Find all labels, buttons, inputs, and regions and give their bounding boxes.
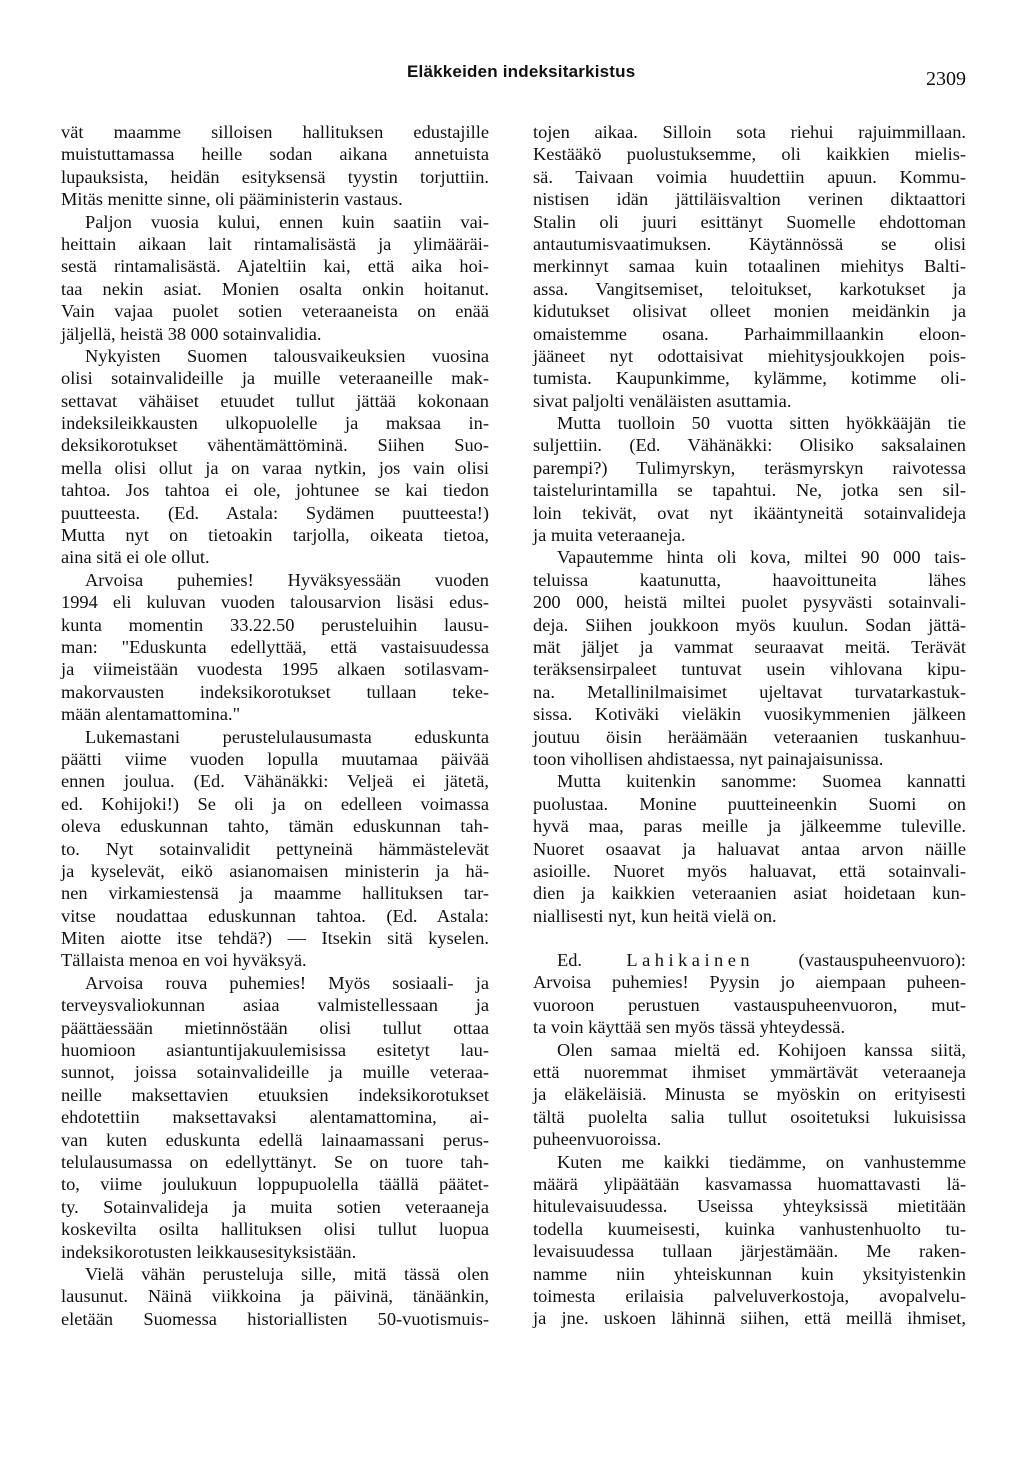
text-line: sestä rintamalisästä. Ajateltiin kai, että aika hoi- (61, 256, 489, 277)
text-line: Arvoisa rouva puhemies! Myös sosiaali- ja (85, 972, 489, 993)
text-line: indeksileikkausten ulkopuolelle ja maksaa in- (61, 413, 489, 434)
text-line: tahtoa. Jos tahtoa ei ole, johtunee se kai tiedon (61, 480, 489, 501)
text-line: vuoroon perustuen vastauspuheenvuoron, mut- (533, 994, 966, 1015)
text-line: mään alentamattomina." (61, 704, 241, 725)
text-line: telulausumassa on edellyttänyt. Se on tuore tah- (61, 1151, 489, 1172)
text-line: Vapautemme hinta oli kova, miltei 90 000 tais- (557, 547, 966, 568)
text-line: ja eläkeläisiä. Minusta se myöskin on erityisesti (533, 1084, 966, 1105)
speaker-line (533, 949, 966, 971)
text-line: neille maksettavien etuuksien indeksikorotukset (61, 1084, 489, 1105)
text-line: muistuttamassa heille sodan aikana annetuista (61, 144, 489, 165)
text-line: puolustaa. Monine puutteineenkin Suomi on (533, 793, 966, 814)
paragraph (61, 726, 489, 972)
text-line: levaisuudessa tullaan järjestämään. Me raken- (533, 1241, 966, 1262)
speaker-gap (533, 927, 966, 949)
text-line: toimesta erilaisia palveluverkostoja, avopalvelu- (533, 1285, 966, 1306)
text-line: taistelurintamilla se tapahtui. Ne, jotka sen sil- (533, 480, 966, 501)
text-line: indeksikorotusten leikkausesityksistään. (61, 1241, 357, 1262)
text-line: tojen aikaa. Silloin sota riehui rajuimmillaan. (533, 122, 966, 142)
text-line: koskevilta osilta hallituksen olisi tullut luopua (61, 1219, 489, 1240)
text-line: Paljon vuosia kului, ennen kuin saatiin vai- (85, 211, 489, 232)
paragraph (61, 345, 489, 569)
text-line: makorvausten indeksikorotukset tullaan teke- (61, 681, 489, 702)
text-line: sivat paljolti venäläisten asuttamia. (533, 390, 792, 411)
text-line: Lukemastani perustelulausumasta eduskunta (85, 726, 489, 747)
text-line: kidutukset olisivat olleet monien meidänkin ja (533, 301, 966, 322)
speaker-suffix: (vastauspuheenvuoro): (798, 950, 966, 971)
text-line: vitse noudattaa eduskunnan tahtoa. (Ed. Astala: (61, 905, 489, 926)
text-line: jääneet nyt odottaisivat miehitysjoukkojen pois- (533, 345, 966, 366)
text-line: mella olisi ollut ja on varaa nytkin, jos vain olisi (61, 457, 489, 478)
text-line: toon vihollisen ahdistaessa, nyt painajaisunissa. (533, 748, 884, 769)
text-line: na. Metallinilmaisimet ujeltavat turvatarkastuk- (533, 681, 966, 702)
text-line: terveysvaliokunnan asiaa valmistellessaan ja (61, 995, 489, 1016)
text-line: Nuoret osaavat ja haluavat antaa arvon näille (533, 838, 966, 859)
text-line: ja muita veteraaneja. (533, 525, 686, 546)
text-line: Arvoisa puhemies! Hyväksyessään vuoden (85, 569, 489, 590)
text-line: heittain aikaan lait rintamalisästä ja ylimääräi- (61, 233, 489, 254)
text-line: määrä ylipäätään kasvamassa huomattavasti lä- (533, 1173, 966, 1194)
text-line: man: "Eduskunta edellyttää, että vastaisuudessa (61, 636, 489, 657)
text-line: merkinnyt samaa kuin totaalinen miehitys Balti- (533, 256, 966, 277)
text-line: Olen samaa mieltä ed. Kohijoen kanssa siitä, (557, 1039, 966, 1060)
text-line: joutuu öisin heräämään veteraanien tuskanhuu- (533, 726, 966, 747)
text-line: Mitäs menitte sinne, oli pääministerin vastaus. (61, 189, 403, 210)
text-line: suljettiin. (Ed. Vähänäkki: Olisiko saksalainen (533, 435, 966, 456)
text-line: lausunut. Näinä viikkoina ja päivinä, tänäänkin, (61, 1286, 489, 1307)
text-line: Vielä vähän perusteluja sille, mitä tässä olen (85, 1263, 489, 1284)
text-line: 200 000, heistä miltei puolet pysyvästi sotainvali- (533, 592, 966, 613)
text-line: hitulevaisuudessa. Useissa yhteyksissä mietitään (533, 1196, 966, 1217)
paragraph (61, 569, 489, 726)
text-line: ty. Sotainvalideja ja muita sotien veteraaneja (61, 1196, 489, 1217)
text-line: puutteesta. (Ed. Astala: Sydämen puutteesta!) (61, 502, 489, 523)
text-line: asioille. Nuoret myös haluavat, että sotainvali- (533, 860, 966, 881)
text-line: Miten aiotte itse tehdä?) — Itsekin sitä kyselen. (61, 928, 489, 949)
paragraph (533, 770, 966, 927)
text-line: to, viime joulukuun loppupuolella täällä päätet- (61, 1174, 489, 1195)
text-line: vät maamme silloisen hallituksen edustajille (61, 122, 489, 142)
text-line: sunnot, joissa sotainvalideille ja muille veteraa- (61, 1062, 489, 1083)
text-line: nistisen idän jättiläisvaltion verinen diktaattori (533, 189, 966, 210)
text-line: päätti viime vuoden lopulla muutamaa päivää (61, 748, 489, 769)
text-line: parempi?) Tulimyrskyn, teräsmyrskyn raivotessa (533, 457, 966, 478)
text-line: deksikorotukset vähentämättöminä. Siihen Suo- (61, 435, 489, 456)
text-line: ja kyselevät, eikö asianomaisen ministerin ja hä- (61, 860, 489, 881)
text-line: hyvä maa, paras meille ja jälkeemme tuleville. (533, 816, 966, 837)
paragraph (61, 972, 489, 1263)
text-line: 1994 eli kuluvan vuoden talousarvion lisäsi edus- (61, 592, 489, 613)
text-line: to. Nyt sotainvalidit pettyneinä hämmästelevät (61, 838, 489, 859)
text-line: ja viimeistään vuodesta 1995 alkaen sotilasvam- (61, 659, 489, 680)
paragraph (61, 1263, 489, 1330)
text-line: oleva eduskunnan tahto, tämän eduskunnan tah- (61, 816, 489, 837)
text-line: deja. Siihen joukkoon myös kuulun. Sodan jättä- (533, 614, 966, 635)
text-line: ehdotettiin maksettavaksi alentamattomina, ai- (61, 1107, 489, 1128)
text-line: loin tekivät, ovat nyt ikääntyneitä sotainvalideja (533, 502, 966, 523)
text-line: taa nekin asiat. Monien osalta onkin hoitanut. (61, 278, 489, 299)
paragraph (533, 949, 966, 1039)
page-number: 2309 (926, 68, 966, 90)
text-line: Mutta nyt on tietoakin tarjolla, oikeata tietoa, (61, 525, 489, 546)
text-line: että nuoremmat ihmiset ymmärtävät veteraaneja (533, 1062, 966, 1083)
paragraph (533, 1039, 966, 1151)
text-line: nen virkamiestensä ja maamme hallituksen tar- (61, 883, 489, 904)
text-line: aina sitä ei ole ollut. (61, 547, 210, 568)
text-line: antautumisvaatimuksen. Käytännössä se olisi (533, 233, 966, 254)
right-column (533, 121, 966, 1330)
text-line: Stalin oli juuri esittänyt Suomelle ehdottoman (533, 211, 966, 232)
text-line: dien ja kaikkien veteraanien asiat hoidetaan kun- (533, 883, 966, 904)
text-line: ennen joulua. (Ed. Vähänäkki: Veljeä ei jätetä, (61, 771, 489, 792)
paragraph (61, 211, 489, 345)
text-line: olisi sotainvalideille ja muille veteraaneille mak- (61, 368, 489, 389)
text-line: niallisesti nyt, kun heitä vielä on. (533, 905, 777, 926)
text-line: tältä puolelta salia tullut osoitetuksi lukuisissa (533, 1106, 966, 1127)
text-line: lupauksista, heidän esityksensä tyystin torjuttiin. (61, 166, 489, 187)
text-line: Vain vajaa puolet sotien veteraaneista on enää (61, 301, 489, 322)
text-line: sä. Taivaan voimia huudettiin apuun. Kommu- (533, 166, 966, 187)
text-line: settavat vähäiset etuudet tullut jättää kokonaan (61, 390, 489, 411)
text-line: sissa. Kotiväki vieläkin vuosikymmenien jälkeen (533, 704, 966, 725)
speaker-prefix: Ed. (557, 950, 583, 971)
text-line: assa. Vangitsemiset, teloitukset, karkotukset ja (533, 278, 966, 299)
text-line: puheenvuoroissa. (533, 1129, 662, 1150)
text-line: todella kuumeisesti, kuinka vanhustenhuolto tu- (533, 1218, 966, 1239)
text-line: Tällaista menoa en voi hyväksyä. (61, 950, 307, 971)
text-line: Mutta kuitenkin sanomme: Suomea kannatti (557, 771, 966, 792)
text-line: Arvoisa puhemies! Pyysin jo aiempaan puheen- (533, 972, 966, 993)
text-line: kunta momentin 33.22.50 perusteluihin lausu- (61, 614, 489, 635)
running-header-title: Eläkkeiden indeksitarkistus (407, 62, 636, 81)
text-line: tumista. Kaupunkimme, kylämme, kotimme oli- (533, 368, 966, 389)
paragraph (533, 121, 966, 412)
text-line: omaistemme osana. Parhaimmillaankin eloon- (533, 323, 966, 344)
text-line: mät jäljet ja vammat seuraavat meitä. Terävät (533, 636, 966, 657)
speaker-name: Lahikainen (626, 950, 755, 971)
text-line: päättäessään mietinnöstään olisi tullut ottaa (61, 1017, 489, 1038)
text-line: Mutta tuolloin 50 vuotta sitten hyökkääjän tie (557, 413, 966, 434)
paragraph (533, 1151, 966, 1330)
text-line: jäljellä, heistä 38 000 sotainvalidia. (61, 323, 322, 344)
text-line: huomioon asiantuntijakuulemisissa esitetyt lau- (61, 1040, 489, 1061)
left-column (61, 121, 489, 1330)
paragraph (533, 412, 966, 546)
text-line: ta voin käyttää sen myös tässä yhteydessä. (533, 1017, 846, 1038)
text-line: van kuten eduskunta edellä lainaamassani perus- (61, 1129, 489, 1150)
text-line: teräksensirpaleet tuntuvat usein vihlovana kipu- (533, 659, 966, 680)
paragraph (61, 121, 489, 211)
text-line: namme niin yhteiskunnan kuin yksityistenkin (533, 1263, 966, 1284)
text-line: Nykyisten Suomen talousvaikeuksien vuosina (85, 345, 489, 366)
text-line: ja jne. uskoen lähinnä siihen, että meillä ihmiset, (533, 1308, 966, 1329)
text-line: Kuten me kaikki tiedämme, on vanhustemme (557, 1151, 966, 1172)
text-line: eletään Suomessa historiallisten 50-vuotismuis- (61, 1308, 489, 1329)
text-line: ed. Kohijoki!) Se oli ja on edelleen voimassa (61, 793, 489, 814)
paragraph (533, 546, 966, 770)
text-line: Kestääkö puolustuksemme, oli kaikkien mielis- (533, 144, 966, 165)
text-line: teluissa kaatunutta, haavoittuneita lähes (533, 569, 966, 590)
